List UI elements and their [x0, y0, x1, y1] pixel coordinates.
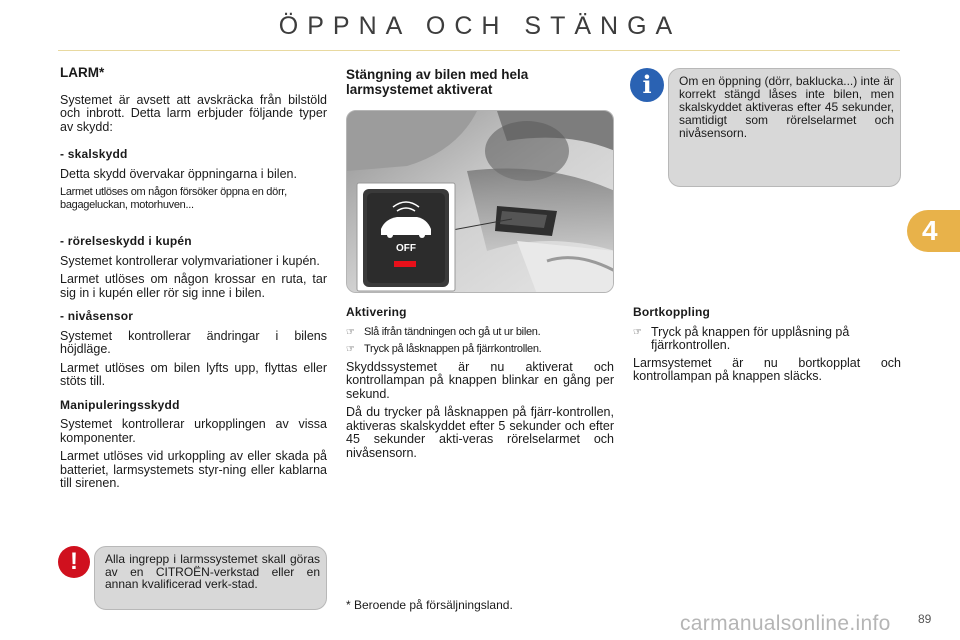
tamper-protection-title: Manipuleringsskydd	[60, 397, 180, 412]
indicator-lamp	[394, 261, 416, 267]
column-deactivation	[633, 306, 901, 389]
column-activation	[346, 306, 614, 465]
shell-protection-note: Larmet utlöses om någon försöker öppna en dörr, bagageluckan, motorhuven...	[60, 186, 287, 211]
dashboard-illustration	[347, 111, 614, 293]
deactivation-title: Bortkoppling	[633, 305, 711, 319]
activation-step-2: ☞ Tryck på låsknappen på fjärrkontrollen.	[346, 343, 542, 355]
section-heading-locking: Stängning av bilen med hela larmsystemet aktiverat	[346, 67, 529, 97]
deactivation-paragraph: Larmsystemet är nu bortkopplat och kontrollampan på knappen släcks.	[633, 355, 901, 383]
level-sensor-title: - nivåsensor	[60, 309, 134, 323]
deactivation-step-1: ☞ Tryck på knappen för upplåsning på fjärrkontrollen.	[633, 324, 850, 352]
warning-box: Alla ingrepp i larmssystemet skall göras av en CITROËN-verkstad eller en annan kvalificerad verk-stad.	[94, 546, 327, 610]
activation-paragraph-1: Skyddssystemet är nu aktiverat och kontrollampan på knappen blinkar en gång per sekund.	[346, 359, 614, 401]
chapter-tab[interactable]: 4	[907, 210, 960, 252]
title-divider	[58, 50, 900, 51]
interior-protection-title: - rörelseskydd i kupén	[60, 234, 192, 248]
warning-icon: !	[58, 546, 90, 578]
pointing-hand-icon: ☞	[346, 326, 355, 338]
footnote: * Beroende på försäljningsland.	[346, 598, 513, 612]
alarm-intro: Systemet är avsett att avskräcka från bilstöld och inbrott. Detta larm erbjuder följande typer av skydd:	[60, 92, 327, 134]
column-alarm-description	[60, 66, 327, 496]
pointing-hand-icon: ☞	[346, 344, 355, 355]
page-number: 89	[918, 612, 932, 626]
activation-paragraph-2: Då du trycker på låsknappen på fjärr-kontrollen, aktiveras skalskyddet efter 5 sekunder och efter 45 sekunder akti-veras rörelselarmet och nivåsensorn.	[346, 405, 614, 460]
watermark: carmanualsonline.info	[680, 612, 891, 635]
info-box: Om en öppning (dörr, baklucka...) inte är korrekt stängd låses inte bilen, men skalskyddet aktiveras efter 45 sekunder, samtidigt som rörelselarmet och nivåsensorn.	[668, 68, 901, 187]
level-sensor-body2: Larmet utlöses om bilen lyfts upp, flyttas eller stöts till.	[60, 360, 327, 388]
activation-step-1: ☞ Slå ifrån tändningen och gå ut ur bilen.	[346, 325, 541, 338]
photo-off-label: OFF	[396, 243, 416, 254]
info-icon: i	[630, 68, 664, 102]
activation-title: Aktivering	[346, 305, 407, 319]
section-heading-alarm: LARM*	[60, 65, 105, 80]
dashboard-photo	[346, 110, 614, 293]
shell-protection-body: Detta skydd övervakar öppningarna i bilen.	[60, 166, 297, 181]
tamper-protection-body1: Systemet kontrollerar urkopplingen av vissa komponenter.	[60, 417, 327, 445]
interior-protection-body2: Larmet utlöses om någon krossar en ruta, tar sig in i kupén eller rör sig inne i bilen.	[60, 272, 327, 300]
shell-protection-title: - skalskydd	[60, 147, 128, 161]
tamper-protection-body2: Larmet utlöses vid urkoppling av eller skada på batteriet, larmsystemets styr-ning eller kablarna till sirenen.	[60, 449, 327, 490]
interior-protection-body1: Systemet kontrollerar volymvariationer i kupén.	[60, 253, 320, 268]
level-sensor-body1: Systemet kontrollerar ändringar i bilens höjdläge.	[60, 328, 327, 356]
pointing-hand-icon: ☞	[633, 326, 642, 338]
page-title: ÖPPNA OCH STÄNGA	[278, 12, 682, 40]
